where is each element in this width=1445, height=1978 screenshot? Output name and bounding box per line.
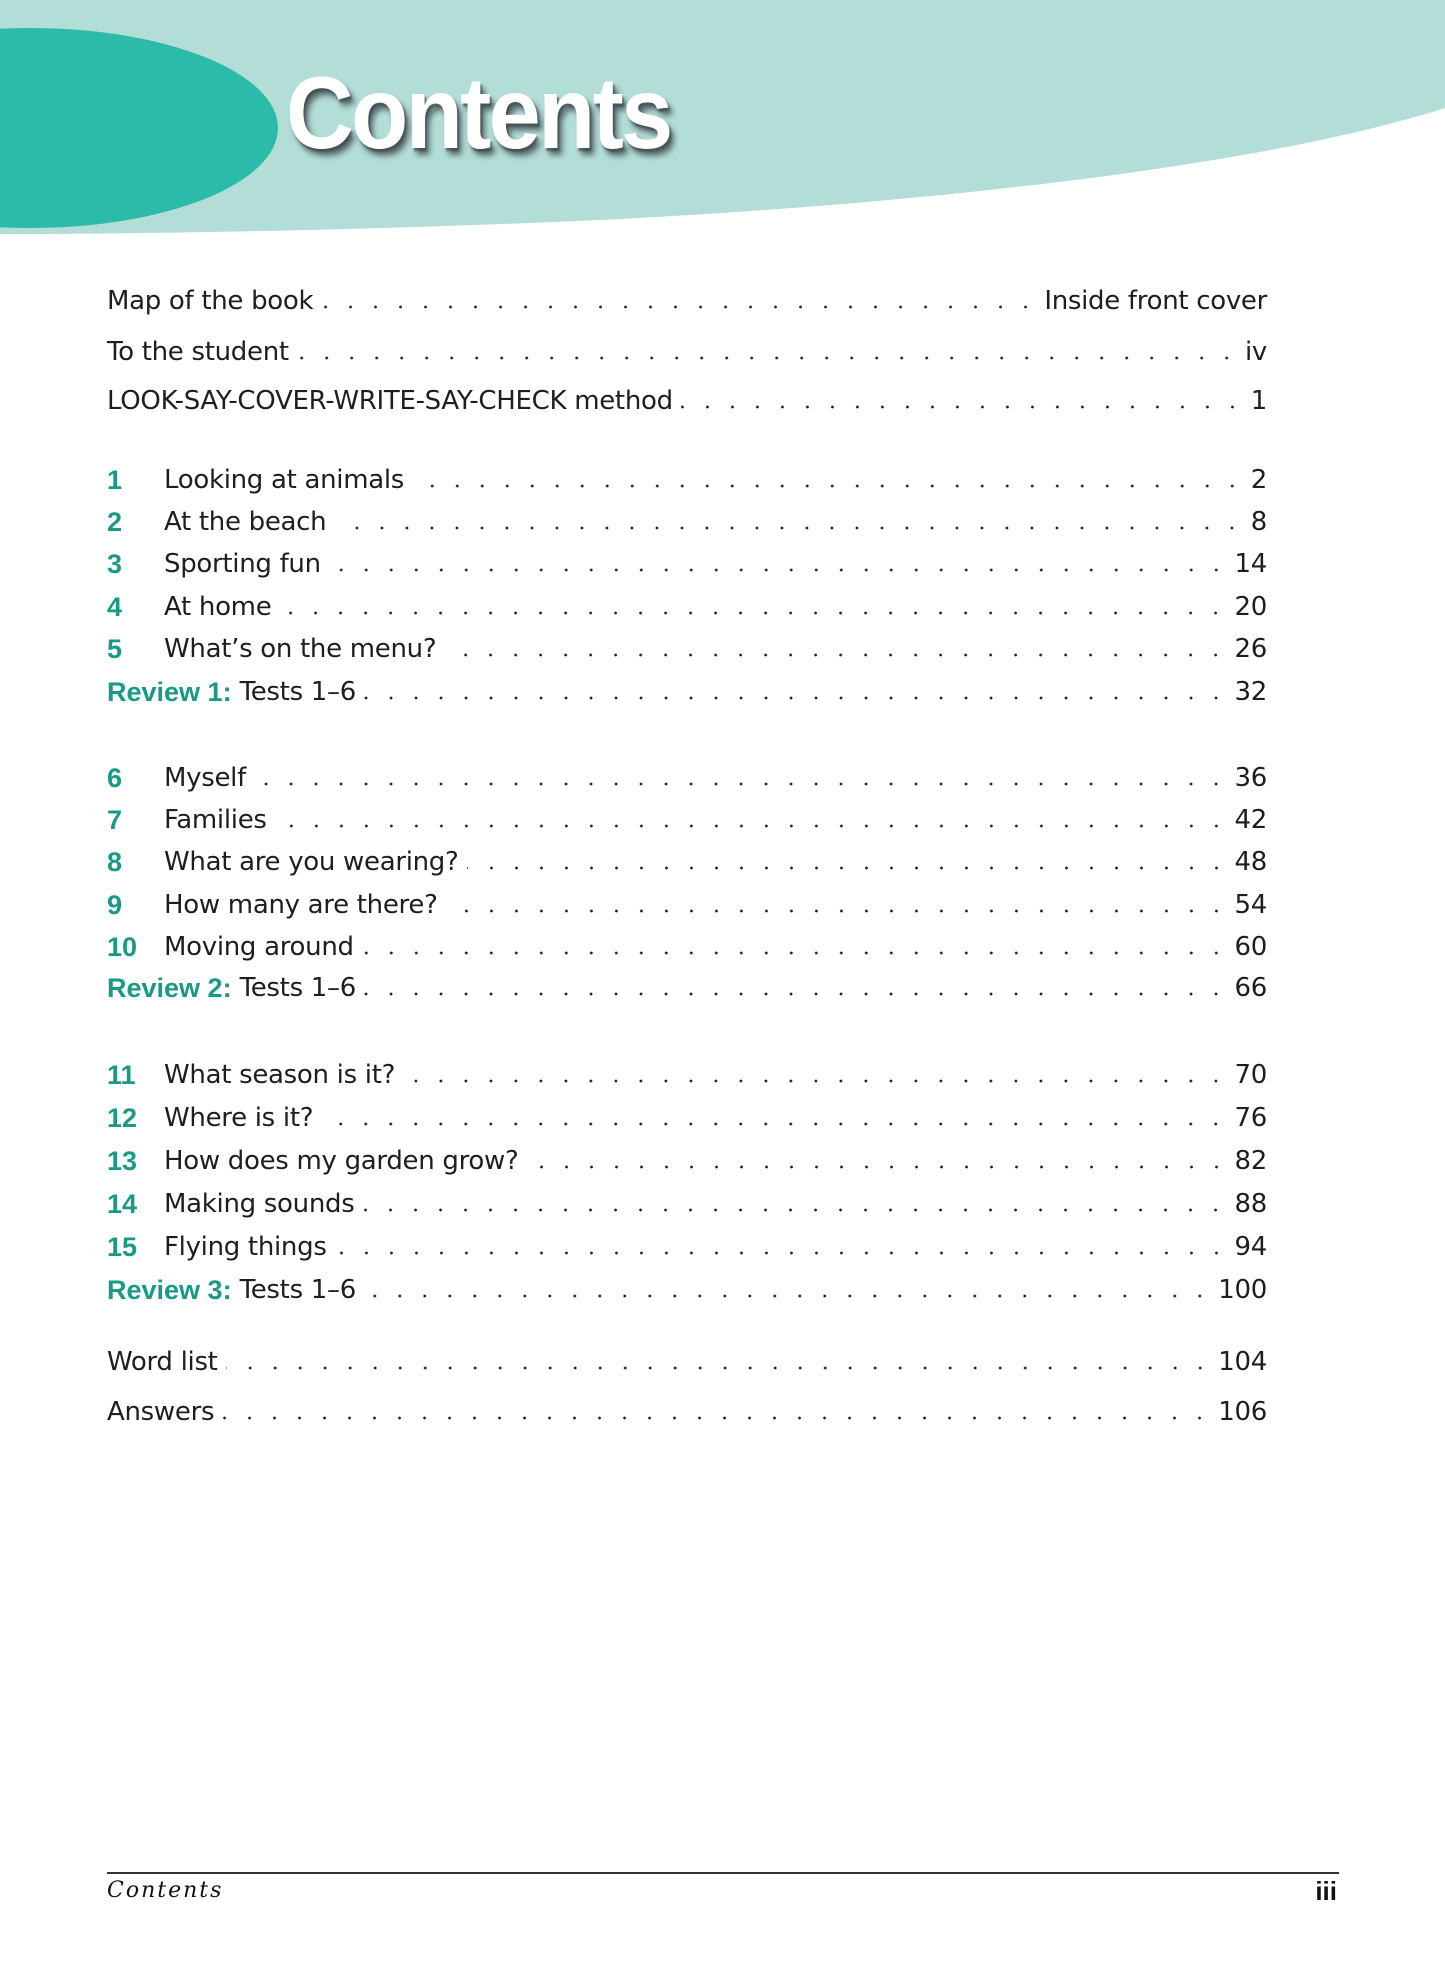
entry-title: What season is it? <box>164 1060 396 1090</box>
toc-entry-unit-3[interactable] <box>107 547 1267 581</box>
page-number: 100 <box>1218 1275 1267 1305</box>
dot-leader <box>275 803 1229 837</box>
unit-number: 3 <box>107 549 123 579</box>
toc-entry-method[interactable] <box>107 384 1267 418</box>
dot-leader <box>364 971 1229 1005</box>
entry-title: Answers <box>107 1397 215 1427</box>
page-number: 1 <box>1250 386 1267 416</box>
dot-leader <box>444 632 1228 666</box>
toc-entry-review-2[interactable] <box>107 971 1267 1005</box>
page-number: 94 <box>1234 1232 1267 1262</box>
unit-number: 11 <box>107 1060 136 1090</box>
toc-entry-unit-10[interactable] <box>107 930 1267 964</box>
review-prefix: Review 2: <box>107 973 232 1003</box>
entry-title: Myself <box>164 763 246 793</box>
toc-entry-map-of-the-book[interactable] <box>107 284 1267 318</box>
footer-divider <box>107 1872 1339 1874</box>
page-number: 32 <box>1234 677 1267 707</box>
toc-entry-unit-14[interactable] <box>107 1187 1267 1221</box>
dot-leader <box>335 1230 1229 1264</box>
entry-title: Tests 1–6 <box>239 973 356 1003</box>
entry-title: Looking at animals <box>164 465 405 495</box>
page-number: 20 <box>1234 592 1267 622</box>
entry-title: Map of the book <box>107 286 314 316</box>
page-number: 88 <box>1234 1189 1267 1219</box>
dot-leader <box>226 1345 1213 1379</box>
dot-leader <box>334 505 1244 539</box>
toc-entry-review-3[interactable] <box>107 1273 1267 1307</box>
entry-title: What’s on the menu? <box>164 634 437 664</box>
toc-entry-unit-15[interactable] <box>107 1230 1267 1264</box>
toc-entry-review-1[interactable] <box>107 675 1267 709</box>
page-number: 76 <box>1234 1103 1267 1133</box>
page-number: 8 <box>1250 507 1267 537</box>
page-number: 70 <box>1234 1060 1267 1090</box>
toc-entry-word-list[interactable] <box>107 1345 1267 1379</box>
page-number: 66 <box>1234 973 1267 1003</box>
toc-entry-unit-1[interactable] <box>107 463 1267 497</box>
dot-leader <box>412 463 1245 497</box>
unit-number: 6 <box>107 763 123 793</box>
unit-number: 2 <box>107 507 123 537</box>
unit-number: 15 <box>107 1232 138 1262</box>
entry-title: Moving around <box>164 932 354 962</box>
footer-page-number: iii <box>1315 1876 1337 1906</box>
toc-entry-unit-5[interactable] <box>107 632 1267 666</box>
entry-title: At the beach <box>164 507 327 537</box>
toc-entry-to-the-student[interactable] <box>107 335 1267 369</box>
dot-leader <box>279 590 1228 624</box>
page-number: 14 <box>1234 549 1267 579</box>
footer-section-label: Contents <box>107 1878 224 1903</box>
toc-entry-unit-2[interactable] <box>107 505 1267 539</box>
entry-title: Families <box>164 805 267 835</box>
page-number: 106 <box>1218 1397 1267 1427</box>
entry-title: What are you wearing? <box>164 847 459 877</box>
dot-leader <box>329 547 1229 581</box>
toc-entry-unit-4[interactable] <box>107 590 1267 624</box>
dot-leader <box>364 1273 1212 1307</box>
toc-entry-unit-9[interactable] <box>107 888 1267 922</box>
unit-number: 9 <box>107 890 123 920</box>
entry-title: At home <box>164 592 272 622</box>
unit-number: 14 <box>107 1189 138 1219</box>
review-prefix: Review 1: <box>107 677 232 707</box>
page-number: 54 <box>1234 890 1267 920</box>
dot-leader <box>467 845 1229 879</box>
entry-title: Flying things <box>164 1232 327 1262</box>
page-number: 82 <box>1234 1146 1267 1176</box>
entry-title: LOOK-SAY-COVER-WRITE-SAY-CHECK method <box>107 386 673 416</box>
unit-number: 4 <box>107 592 123 622</box>
dot-leader <box>297 335 1239 369</box>
unit-number: 1 <box>107 465 123 495</box>
toc-entry-unit-7[interactable] <box>107 803 1267 837</box>
unit-number: 5 <box>107 634 123 664</box>
dot-leader <box>362 930 1229 964</box>
toc-entry-unit-8[interactable] <box>107 845 1267 879</box>
entry-title: To the student <box>107 337 289 367</box>
entry-title: Where is it? <box>164 1103 314 1133</box>
page-number: 104 <box>1218 1347 1267 1377</box>
page-number: 42 <box>1234 805 1267 835</box>
page-number: 2 <box>1250 465 1267 495</box>
review-prefix: Review 3: <box>107 1275 232 1305</box>
page-number: 26 <box>1234 634 1267 664</box>
toc-entry-unit-12[interactable] <box>107 1101 1267 1135</box>
toc-entry-unit-13[interactable] <box>107 1144 1267 1178</box>
page-title: Contents <box>286 56 671 170</box>
dot-leader <box>254 761 1229 795</box>
dot-leader <box>446 888 1229 922</box>
entry-title: Tests 1–6 <box>239 1275 356 1305</box>
entry-title: How does my garden grow? <box>164 1146 519 1176</box>
dot-leader <box>321 284 1038 318</box>
dot-leader <box>681 384 1245 418</box>
dot-leader <box>527 1144 1229 1178</box>
toc-entry-unit-11[interactable] <box>107 1058 1267 1092</box>
entry-title: How many are there? <box>164 890 438 920</box>
banner-shape <box>0 0 1445 260</box>
dot-leader <box>321 1101 1228 1135</box>
unit-number: 10 <box>107 932 138 962</box>
toc-entry-unit-6[interactable] <box>107 761 1267 795</box>
unit-number: 7 <box>107 805 123 835</box>
dot-leader <box>364 675 1229 709</box>
dot-leader <box>222 1395 1212 1429</box>
unit-number: 12 <box>107 1103 138 1133</box>
entry-title: Word list <box>107 1347 218 1377</box>
toc-entry-answers[interactable] <box>107 1395 1267 1429</box>
unit-number: 8 <box>107 847 123 877</box>
entry-title: Sporting fun <box>164 549 321 579</box>
page-number: 48 <box>1234 847 1267 877</box>
unit-number: 13 <box>107 1146 138 1176</box>
entry-title: Tests 1–6 <box>239 677 356 707</box>
dot-leader <box>362 1187 1228 1221</box>
dot-leader <box>403 1058 1228 1092</box>
page-number: iv <box>1244 337 1267 367</box>
header-banner <box>0 0 1445 260</box>
page-number: Inside front cover <box>1044 286 1267 316</box>
entry-title: Making sounds <box>164 1189 355 1219</box>
page-number: 60 <box>1234 932 1267 962</box>
page-number: 36 <box>1234 763 1267 793</box>
